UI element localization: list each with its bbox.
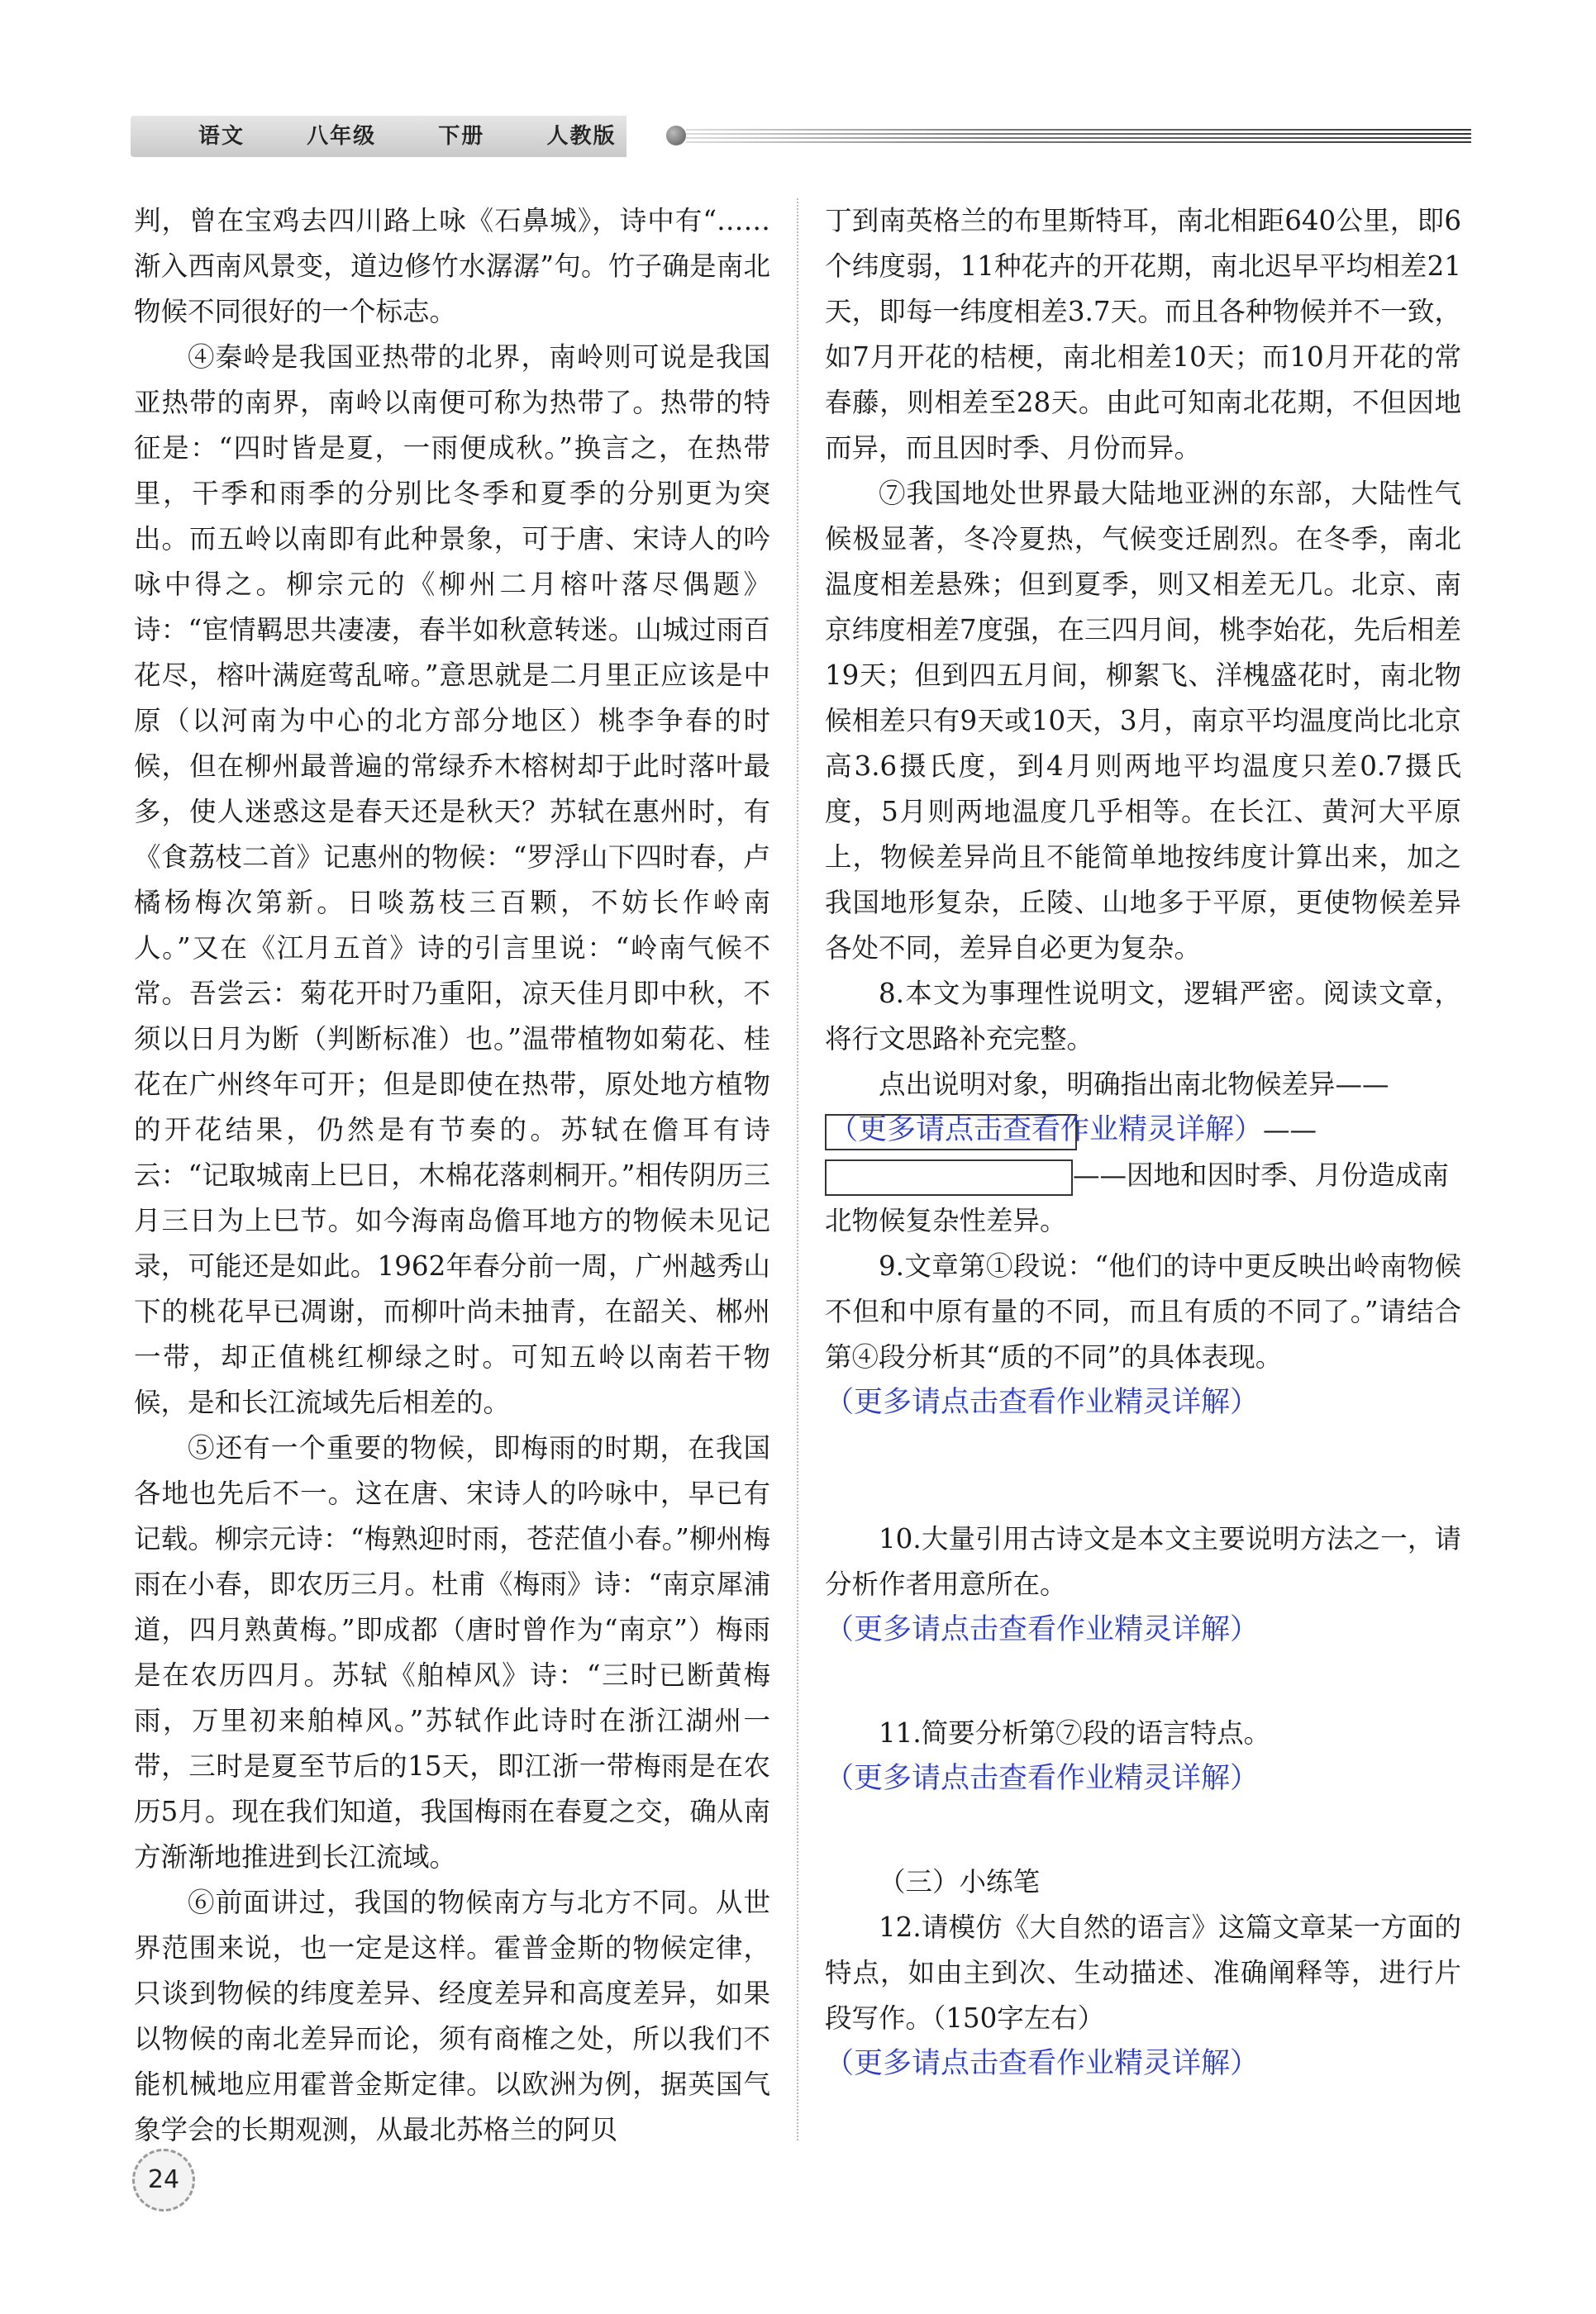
question-10: 10.大量引用古诗文是本文主要说明方法之一，请分析作者用意所在。 <box>825 1523 1461 1600</box>
question-8: 8.本文为事理性说明文，逻辑严密。阅读文章，将行文思路补充完整。 <box>825 978 1461 1055</box>
question-8-line-2 <box>825 1107 1461 1153</box>
question-8-line-1: 点出说明对象，明确指出南北物候差异—— <box>879 1069 1389 1100</box>
more-details-link[interactable]: （更多请点击查看作业精灵详解） <box>829 1113 1264 1146</box>
question-8-line-3-text: ——因地和因时季、月份造成南北物候复杂性差异。 <box>825 1159 1450 1236</box>
paragraph-7: ⑦我国地处世界最大陆地亚洲的东部，大陆性气候极显著，冬冷夏热，气候变迁剧烈。在冬季，南北温度相差悬殊；但到夏季，则又相差无几。北京、南京纬度相差7度强，在三四月间，桃李始花，先后相差19天；但到四五月间，柳絮飞、洋槐盛花时，南北物候相差只有9天或10天，3月，南京平均温度尚比北京高3.6摄氏度，到4月则两地平均温度只差0.7摄氏度，5月则两地温度几乎相等。在长江、黄河大平原上，物候差异尚且不能简单地按纬度计算出来，加之我国地形复杂，丘陵、山地多于平原，更使物候差异各处不同，差异自必更为复杂。 <box>825 478 1461 964</box>
dash: —— <box>1263 1114 1317 1145</box>
paragraph-4: ④秦岭是我国亚热带的北界，南岭则可说是我国亚热带的南界，南岭以南便可称为热带了。热带的特征是：“四时皆是夏，一雨便成秋。”换言之，在热带里，干季和雨季的分别比冬季和夏季的分别更为突出。而五岭以南即有此种景象，可于唐、宋诗人的吟咏中得之。柳宗元的《柳州二月榕叶落尽偶题》诗：“宦情羁思共凄凄，春半如秋意转迷。山城过雨百花尽，榕叶满庭莺乱啼。”意思就是二月里正应该是中原（以河南为中心的北方部分地区）桃李争春的时候，但在柳州最普遍的常绿乔木榕树却于此时落叶最多，使人迷惑这是春天还是秋天？苏轼在惠州时，有《食荔枝二首》记惠州的物候：“罗浮山下四时春，卢橘杨梅次第新。日啖荔枝三百颗，不妨长作岭南人。”又在《江月五首》诗的引言里说：“岭南气候不常。吾尝云：菊花开时乃重阳，凉天佳月即中秋，不须以日月为断（判断标准）也。”温带植物如菊花、桂花在广州终年可开；但是即使在热带，原处地方植物的开花结果，仍然是有节奏的。苏轼在儋耳有诗云：“记取城南上巳日，木棉花落刺桐开。”相传阴历三月三日为上巳节。如今海南岛儋耳地方的物候未见记录，可能还是如此。1962年春分前一周，广州越秀山下的桃花早已凋谢，而柳叶尚未抽青，在韶关、郴州一带，却正值桃红柳绿之时。可知五岭以南若干物候，是和长江流域先后相差的。 <box>134 341 770 1418</box>
section-3-heading: （三）小练笔 <box>879 1866 1041 1897</box>
header-rule <box>686 129 1471 147</box>
header-title: 语文 八年级 下册 人教版 <box>198 124 617 149</box>
question-12: 12.请模仿《大自然的语言》这篇文章某一方面的特点，如由主到次、生动描述、准确阐释等，进行片段写作。（150字左右） <box>825 1912 1461 2034</box>
question-11: 11.简要分析第⑦段的语言特点。 <box>879 1717 1271 1749</box>
more-details-link[interactable]: （更多请点击查看作业精灵详解） <box>825 2047 1260 2080</box>
more-details-link[interactable]: （更多请点击查看作业精灵详解） <box>825 1613 1260 1646</box>
more-details-link[interactable]: （更多请点击查看作业精灵详解） <box>825 1386 1260 1419</box>
paragraph-5: ⑤还有一个重要的物候，即梅雨的时期，在我国各地也先后不一。这在唐、宋诗人的吟咏中，早已有记载。柳宗元诗：“梅熟迎时雨，苍茫值小春。”柳州梅雨在小春，即农历三月。杜甫《梅雨》诗：“南京犀浦道，四月熟黄梅。”即成都（唐时曾作为“南京”）梅雨是在农历四月。苏轼《舶棹风》诗：“三时已断黄梅雨，万里初来舶棹风。”苏轼作此诗时在浙江湖州一带，三时是夏至节后的15天，即江浙一带梅雨是在农历5月。现在我们知道，我国梅雨在春夏之交，确从南方渐渐地推进到长江流域。 <box>134 1432 770 1873</box>
question-8-line-3 <box>825 1153 1461 1244</box>
more-details-link[interactable]: （更多请点击查看作业精灵详解） <box>825 1762 1260 1795</box>
paragraph-continued: 判，曾在宝鸡去四川路上咏《石鼻城》，诗中有“……渐入西南风景变，道边修竹水潺潺”句。竹子确是南北物候不同很好的一个标志。 <box>134 205 770 327</box>
question-9: 9.文章第①段说：“他们的诗中更反映出岭南物候不但和中原有量的不同，而且有质的不同了。”请结合第④段分析其“质的不同”的具体表现。 <box>825 1250 1461 1373</box>
right-column <box>825 198 1461 2087</box>
paragraph-6-continued: 丁到南英格兰的布里斯特耳，南北相距640公里，即6个纬度弱，11种花卉的开花期，南北迟早平均相差21天，即每一纬度相差3.7天。而且各种物候并不一致，如7月开花的桔梗，南北相差10天；而10月开花的常春藤，则相差至28天。由此可知南北花期，不但因地而异，而且因时季、月份而异。 <box>825 205 1461 464</box>
left-column <box>134 198 770 2153</box>
paragraph-6: ⑥前面讲过，我国的物候南方与北方不同。从世界范围来说，也一定是这样。霍普金斯的物候定律，只谈到物候的纬度差异、经度差异和高度差异，如果以物候的南北差异而论，须有商榷之处，所以我们不能机械地应用霍普金斯定律。以欧洲为例，据英国气象学会的长期观测，从最北苏格兰的阿贝 <box>134 1887 770 2145</box>
column-divider <box>797 198 798 2140</box>
answer-blank-2[interactable] <box>825 1159 1073 1196</box>
page-number: 24 <box>132 2149 195 2212</box>
header-dot-icon <box>666 126 686 145</box>
